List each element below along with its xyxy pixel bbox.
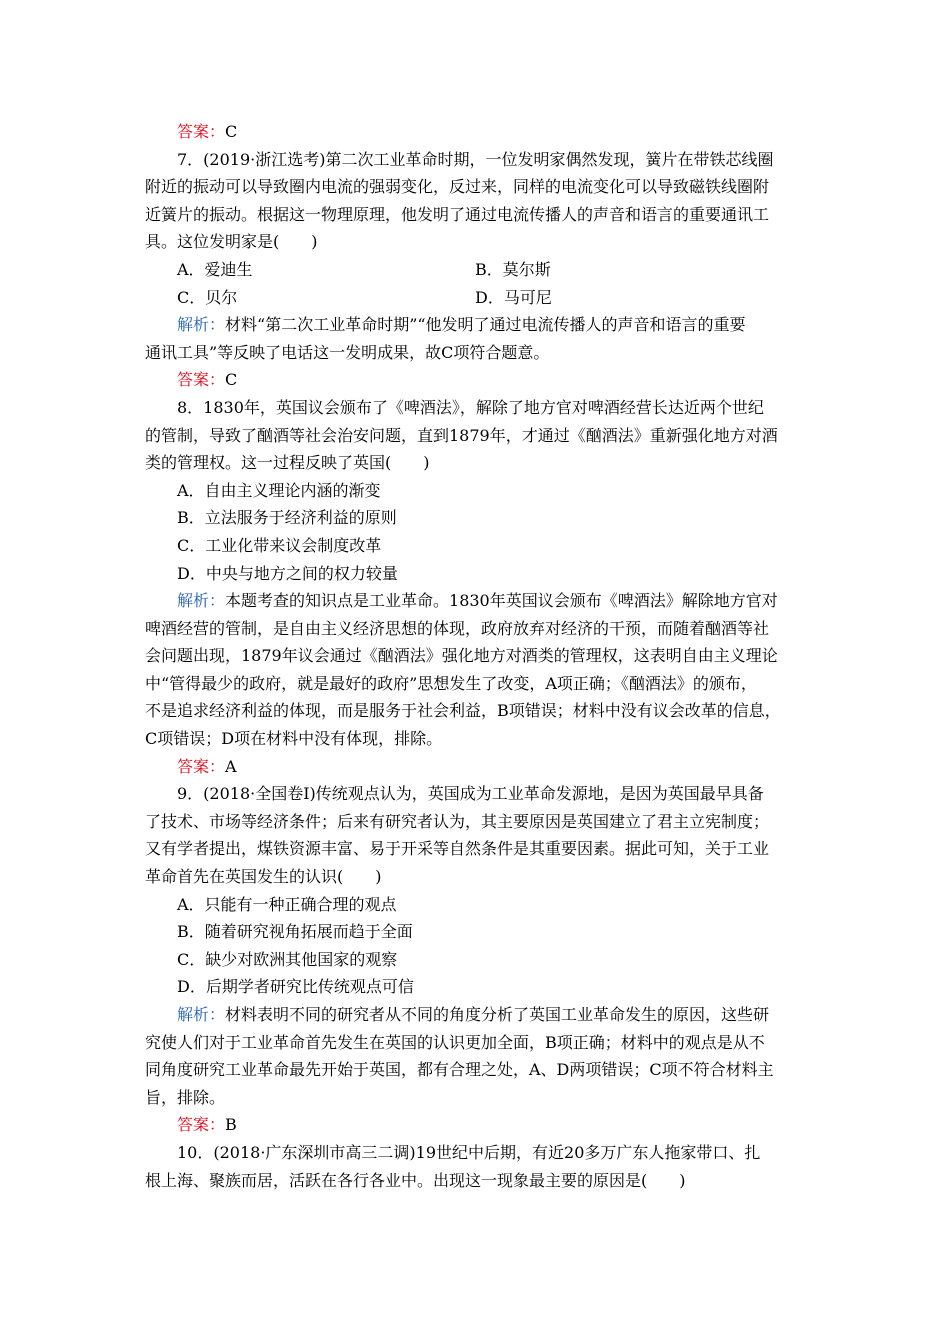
analysis-line: C项错误；D项在材料中没有体现，排除。 bbox=[145, 729, 443, 749]
question-stem-line: 类的管理权。这一过程反映了英国( ) bbox=[145, 453, 430, 473]
answer-value: A bbox=[225, 756, 237, 776]
q9-answer bbox=[145, 1111, 815, 1139]
option-b: B．随着研究视角拓展而趋于全面 bbox=[177, 922, 413, 942]
analysis-text: 材料“第二次工业革命时期”“他发明了通过电流传播人的声音和语言的重要 bbox=[225, 315, 746, 335]
question-stem-line: 7．(2019·浙江选考)第二次工业革命时期，一位发明家偶然发现，簧片在带铁芯线圈 bbox=[177, 149, 774, 169]
document-page bbox=[145, 118, 815, 1194]
analysis-label: 解析： bbox=[177, 315, 226, 335]
option-a: A．只能有一种正确合理的观点 bbox=[177, 894, 397, 914]
question-stem-line: 具。这位发明家是( ) bbox=[145, 232, 318, 252]
analysis-line bbox=[145, 587, 815, 615]
option-d: D．后期学者研究比传统观点可信 bbox=[177, 977, 414, 997]
options-row bbox=[145, 256, 815, 284]
analysis-line: 同角度研究工业革命最先开始于英国，都有合理之处，A、D两项错误；C项不符合材料主 bbox=[145, 1060, 774, 1080]
question-7 bbox=[145, 146, 815, 394]
q8-answer bbox=[145, 753, 815, 781]
analysis-line: 中“管得最少的政府，就是最好的政府”思想发生了改变，A项正确；《酗酒法》的颁布， bbox=[145, 673, 757, 693]
q6-answer bbox=[145, 118, 815, 146]
analysis-line: 会问题出现，1879年议会通过《酗酒法》强化地方对酒类的管理权，这表明自由主义理论 bbox=[145, 646, 778, 666]
q7-answer bbox=[145, 366, 815, 394]
answer-label: 答案： bbox=[177, 122, 226, 141]
question-stem-line: 10．(2018·广东深圳市高三二调)19世纪中后期，有近20多万广东人拖家带口、扎 bbox=[177, 1142, 761, 1162]
option-b: B．莫尔斯 bbox=[475, 259, 551, 279]
answer-value: C bbox=[225, 122, 238, 141]
question-stem-line: 根上海、聚族而居，活跃在各行各业中。出现这一现象最主要的原因是( ) bbox=[145, 1170, 686, 1190]
analysis-label: 解析： bbox=[177, 591, 226, 611]
question-stem-line: 的管制，导致了酗酒等社会治安问题，直到1879年，才通过《酗酒法》重新强化地方对酒 bbox=[145, 425, 778, 445]
analysis-text: 本题考查的知识点是工业革命。1830年英国议会颁布《啤酒法》解除地方官对 bbox=[225, 591, 778, 611]
question-stem-line: 又有学者提出，煤铁资源丰富、易于开采等自然条件是其重要因素。据此可知，关于工业 bbox=[145, 839, 770, 859]
option-a: A．自由主义理论内涵的渐变 bbox=[177, 480, 381, 500]
option-d: D．马可尼 bbox=[475, 287, 552, 307]
analysis-line: 啤酒经营的管制，是自由主义经济思想的体现，政府放弃对经济的干预，而随着酗酒等社 bbox=[145, 618, 770, 638]
analysis-text: 材料表明不同的研究者从不同的角度分析了英国工业革命发生的原因，这些研 bbox=[225, 1005, 770, 1024]
question-9 bbox=[145, 780, 815, 1139]
options-row bbox=[145, 284, 815, 312]
question-stem-line: 了技术、市场等经济条件；后来有研究者认为，其主要原因是英国建立了君主立宪制度； bbox=[145, 811, 770, 831]
option-b: B．立法服务于经济利益的原则 bbox=[177, 508, 397, 528]
analysis-line: 不是追求经济利益的体现，而是服务于社会利益，B项错误；材料中没有议会改革的信息， bbox=[145, 701, 781, 721]
question-stem-line: 8．1830年，英国议会颁布了《啤酒法》，解除了地方官对啤酒经营长达近两个世纪 bbox=[177, 397, 764, 417]
question-stem-line: 近簧片的振动。根据这一物理原理，他发明了通过电流传播人的声音和语言的重要通讯工 bbox=[145, 204, 770, 224]
option-d: D．中央与地方之间的权力较量 bbox=[177, 563, 398, 583]
answer-label: 答案： bbox=[177, 370, 226, 390]
answer-label: 答案： bbox=[177, 1115, 226, 1135]
question-stem-line: 9．(2018·全国卷Ⅰ)传统观点认为，英国成为工业革命发源地，是因为英国最早具备 bbox=[177, 784, 764, 804]
answer-label: 答案： bbox=[177, 756, 226, 776]
answer-value: B bbox=[225, 1115, 237, 1135]
option-c: C．贝尔 bbox=[177, 287, 238, 307]
question-10 bbox=[145, 1139, 815, 1194]
analysis-line bbox=[145, 1001, 815, 1029]
answer-value: C bbox=[225, 370, 238, 390]
option-c: C．工业化带来议会制度改革 bbox=[177, 535, 382, 555]
question-stem-line: 附近的振动可以导致圈内电流的强弱变化，反过来，同样的电流变化可以导致磁铁线圈附 bbox=[145, 177, 770, 197]
analysis-label: 解析： bbox=[177, 1005, 226, 1024]
analysis-line: 通讯工具”等反映了电话这一发明成果，故C项符合题意。 bbox=[145, 342, 550, 362]
analysis-line: 旨，排除。 bbox=[145, 1087, 226, 1107]
option-c: C．缺少对欧洲其他国家的观察 bbox=[177, 949, 398, 969]
question-8 bbox=[145, 394, 815, 780]
analysis-line: 究使人们对于工业革命首先发生在英国的认识更加全面，B项正确；材料中的观点是从不 bbox=[145, 1032, 765, 1052]
question-stem-line: 革命首先在英国发生的认识( ) bbox=[145, 867, 382, 887]
option-a: A．爱迪生 bbox=[177, 259, 253, 279]
analysis-line bbox=[145, 311, 815, 339]
